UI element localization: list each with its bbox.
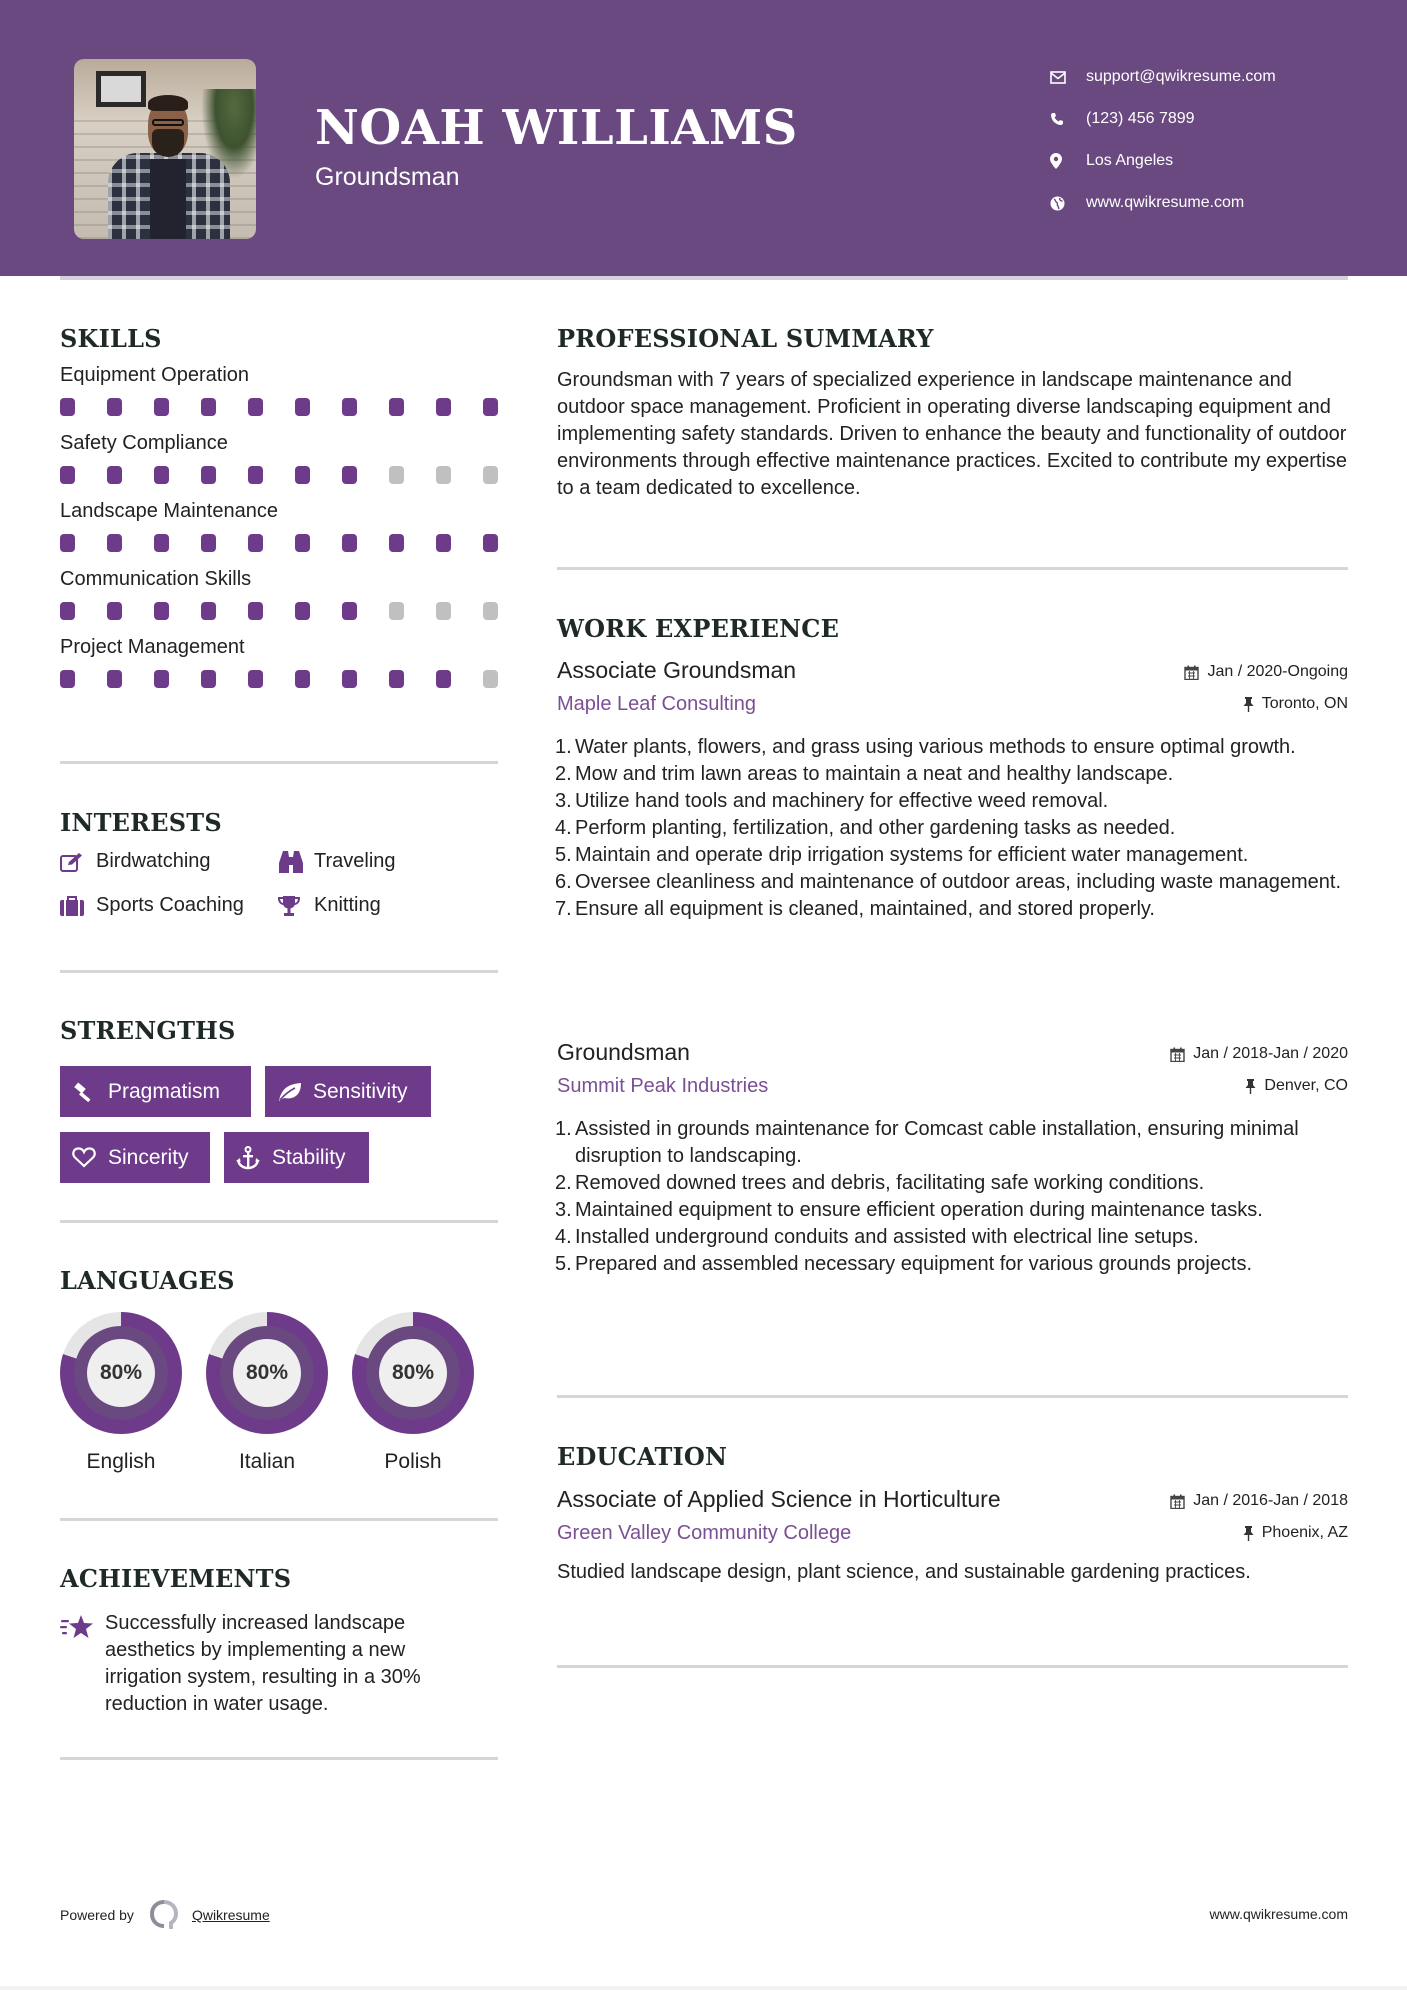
rating-dot-filled bbox=[483, 534, 498, 552]
language-proficiency-ring bbox=[352, 1312, 474, 1434]
pushpin-icon bbox=[1243, 1526, 1254, 1541]
education-dates-text: Jan / 2016-Jan / 2018 bbox=[1193, 1492, 1348, 1509]
rating-dot-filled bbox=[201, 670, 216, 688]
envelope-icon bbox=[1050, 71, 1086, 84]
section-divider bbox=[557, 1395, 1348, 1398]
education-location bbox=[1243, 1524, 1348, 1542]
duty-item: Removed downed trees and debris, facilitating safe working conditions. bbox=[575, 1172, 1205, 1194]
rating-dot-filled bbox=[436, 398, 451, 416]
job-dates-text: Jan / 2018-Jan / 2020 bbox=[1193, 1045, 1348, 1062]
gavel-icon bbox=[72, 1080, 108, 1104]
language-item bbox=[206, 1312, 328, 1474]
profile-photo bbox=[74, 59, 256, 239]
education-header bbox=[557, 1486, 1348, 1550]
contact-phone-text: (123) 456 7899 bbox=[1086, 110, 1195, 127]
summary-text: Groundsman with 7 years of specialized experience in landscape maintenance and outdoor space management. Proficient in operating diverse landscaping equipment and implementing safety standards. Driven to enhance the beauty and functionality of outdoor environments through effective maintenance practices. Excited to contribute my expertise to a team dedicated to excellence. bbox=[557, 369, 1348, 499]
strength-badge bbox=[224, 1132, 369, 1183]
rating-dot-filled bbox=[436, 670, 451, 688]
contact-email[interactable] bbox=[1050, 56, 1380, 98]
rating-dot-filled bbox=[107, 670, 122, 688]
powered-by-label: Powered by bbox=[60, 1907, 134, 1923]
rating-dot-filled bbox=[60, 534, 75, 552]
rating-dot-empty bbox=[483, 602, 498, 620]
section-divider bbox=[60, 970, 498, 973]
skill-rating bbox=[60, 670, 498, 688]
strength-badge bbox=[60, 1132, 210, 1183]
rating-dot-filled bbox=[60, 670, 75, 688]
rating-dot-filled bbox=[60, 602, 75, 620]
duty-item: Assisted in grounds maintenance for Comcast cable installation, ensuring minimal disruption to landscaping. bbox=[575, 1118, 1299, 1167]
footer-website[interactable]: www.qwikresume.com bbox=[1209, 1906, 1348, 1922]
trophy-icon bbox=[278, 895, 314, 917]
contact-location bbox=[1050, 140, 1380, 182]
job-dates bbox=[1170, 1045, 1348, 1063]
skill-rating bbox=[60, 398, 498, 416]
languages-title: LANGUAGES bbox=[60, 1266, 235, 1295]
rating-dot-empty bbox=[436, 466, 451, 484]
strength-badge bbox=[265, 1066, 431, 1117]
rating-dot-filled bbox=[389, 534, 404, 552]
rating-dot-filled bbox=[295, 602, 310, 620]
rating-dot-filled bbox=[295, 670, 310, 688]
skill-name: Landscape Maintenance bbox=[60, 500, 278, 522]
rating-dot-filled bbox=[342, 466, 357, 484]
strength-label: Sincerity bbox=[108, 1145, 189, 1169]
shooting-star-icon bbox=[60, 1610, 105, 1718]
resume-header bbox=[0, 0, 1407, 276]
language-name: Italian bbox=[238, 1450, 296, 1473]
strength-label: Pragmatism bbox=[108, 1079, 221, 1103]
rating-dot-filled bbox=[295, 534, 310, 552]
contact-email-text: support@qwikresume.com bbox=[1086, 68, 1276, 85]
candidate-title: Groundsman bbox=[315, 163, 460, 191]
job-role: Associate Groundsman bbox=[557, 657, 797, 683]
job-location-text: Denver, CO bbox=[1264, 1077, 1348, 1094]
skill-name: Project Management bbox=[60, 636, 245, 658]
language-percent: 80% bbox=[87, 1339, 155, 1407]
rating-dot-filled bbox=[201, 534, 216, 552]
rating-dot-filled bbox=[389, 398, 404, 416]
job-duties-list bbox=[557, 1116, 1348, 1278]
duty-item: Water plants, flowers, and grass using various methods to ensure optimal growth. bbox=[575, 736, 1296, 758]
powered-by bbox=[60, 1900, 270, 1930]
binoculars-icon bbox=[278, 851, 314, 873]
qwikresume-logo-icon bbox=[150, 1900, 178, 1930]
section-divider bbox=[60, 1518, 498, 1521]
rating-dot-filled bbox=[154, 466, 169, 484]
strengths-title: STRENGTHS bbox=[60, 1016, 236, 1045]
rating-dot-filled bbox=[248, 466, 263, 484]
photo-hair bbox=[148, 95, 188, 111]
rating-dot-filled bbox=[295, 398, 310, 416]
photo-wall-frame bbox=[96, 71, 146, 107]
rating-dot-filled bbox=[107, 602, 122, 620]
job-location-text: Toronto, ON bbox=[1261, 695, 1348, 712]
photo-glasses bbox=[152, 119, 184, 126]
header-divider bbox=[60, 276, 1348, 280]
language-item bbox=[60, 1312, 182, 1474]
skill-name: Communication Skills bbox=[60, 568, 252, 590]
skill-rating bbox=[60, 534, 498, 552]
achievement-text: Successfully increased landscape aesthetics by implementing a new irrigation system, resulting in a 30% reduction in water usage. bbox=[105, 1612, 421, 1715]
pushpin-icon bbox=[1245, 1079, 1256, 1094]
job-dates bbox=[1184, 663, 1348, 681]
rating-dot-empty bbox=[436, 602, 451, 620]
contact-list bbox=[1050, 56, 1380, 224]
heart-icon bbox=[72, 1147, 108, 1168]
contact-location-text: Los Angeles bbox=[1086, 152, 1174, 169]
interest-label: Birdwatching bbox=[96, 850, 211, 872]
education-dates bbox=[1170, 1492, 1348, 1510]
section-divider bbox=[60, 1757, 498, 1760]
duty-item: Prepared and assembled necessary equipment for various grounds projects. bbox=[575, 1253, 1253, 1275]
education-location-text: Phoenix, AZ bbox=[1261, 1524, 1348, 1541]
education-title: EDUCATION bbox=[557, 1442, 728, 1471]
duty-item: Installed underground conduits and assisted with electrical line setups. bbox=[575, 1226, 1199, 1248]
job-company: Maple Leaf Consulting bbox=[557, 693, 757, 715]
briefcase-icon bbox=[60, 896, 96, 916]
rating-dot-filled bbox=[248, 670, 263, 688]
rating-dot-filled bbox=[483, 398, 498, 416]
contact-phone[interactable] bbox=[1050, 98, 1380, 140]
rating-dot-filled bbox=[60, 466, 75, 484]
duty-item: Mow and trim lawn areas to maintain a neat and healthy landscape. bbox=[575, 763, 1174, 785]
job-header bbox=[557, 657, 1348, 721]
section-divider bbox=[557, 1665, 1348, 1668]
rating-dot-empty bbox=[389, 602, 404, 620]
contact-website[interactable] bbox=[1050, 182, 1380, 224]
pushpin-icon bbox=[1243, 697, 1254, 712]
duty-item: Perform planting, fertilization, and other gardening tasks as needed. bbox=[575, 817, 1176, 839]
rating-dot-filled bbox=[154, 534, 169, 552]
rating-dot-empty bbox=[389, 466, 404, 484]
interest-item bbox=[60, 850, 211, 873]
edit-icon bbox=[60, 852, 96, 872]
calendar-icon bbox=[1170, 1047, 1185, 1062]
job-role: Groundsman bbox=[557, 1039, 690, 1065]
rating-dot-filled bbox=[248, 602, 263, 620]
duty-item: Oversee cleanliness and maintenance of outdoor areas, including waste management. bbox=[575, 871, 1342, 893]
job-duties-list bbox=[557, 734, 1348, 923]
rating-dot-filled bbox=[248, 534, 263, 552]
interest-item bbox=[278, 850, 396, 873]
skill-item bbox=[60, 360, 498, 416]
job-location bbox=[1245, 1077, 1348, 1095]
section-divider bbox=[557, 567, 1348, 570]
rating-dot-filled bbox=[342, 534, 357, 552]
rating-dot-filled bbox=[60, 398, 75, 416]
leaf-icon bbox=[277, 1082, 313, 1102]
rating-dot-filled bbox=[295, 466, 310, 484]
qwikresume-link[interactable]: Qwikresume bbox=[191, 1907, 270, 1923]
interest-label: Traveling bbox=[314, 850, 396, 872]
experience-title: WORK EXPERIENCE bbox=[557, 614, 840, 643]
skill-item bbox=[60, 428, 498, 484]
calendar-icon bbox=[1170, 1494, 1185, 1509]
rating-dot-filled bbox=[201, 398, 216, 416]
language-percent: 80% bbox=[379, 1339, 447, 1407]
section-divider bbox=[60, 761, 498, 764]
rating-dot-empty bbox=[483, 466, 498, 484]
skill-item bbox=[60, 632, 498, 688]
job-header bbox=[557, 1039, 1348, 1103]
job-company: Summit Peak Industries bbox=[557, 1075, 769, 1097]
rating-dot-filled bbox=[342, 602, 357, 620]
skills-list bbox=[60, 360, 498, 688]
phone-icon bbox=[1050, 112, 1086, 126]
map-marker-icon bbox=[1050, 153, 1086, 169]
summary-title: PROFESSIONAL SUMMARY bbox=[557, 324, 934, 353]
rating-dot-filled bbox=[201, 602, 216, 620]
education-degree: Associate of Applied Science in Horticulture bbox=[557, 1486, 1001, 1512]
section-divider bbox=[60, 1220, 498, 1223]
calendar-icon bbox=[1184, 665, 1199, 680]
strength-badge bbox=[60, 1066, 251, 1117]
skill-rating bbox=[60, 602, 498, 620]
interest-label: Sports Coaching bbox=[96, 894, 244, 916]
rating-dot-filled bbox=[342, 670, 357, 688]
rating-dot-filled bbox=[436, 534, 451, 552]
language-name: English bbox=[86, 1450, 156, 1473]
duty-item: Ensure all equipment is cleaned, maintained, and stored properly. bbox=[575, 898, 1155, 920]
anchor-icon bbox=[236, 1146, 272, 1170]
photo-beard bbox=[152, 129, 184, 157]
education-school: Green Valley Community College bbox=[557, 1522, 852, 1544]
skill-rating bbox=[60, 466, 498, 484]
interest-item bbox=[278, 894, 381, 917]
rating-dot-filled bbox=[107, 398, 122, 416]
rating-dot-filled bbox=[342, 398, 357, 416]
rating-dot-filled bbox=[107, 534, 122, 552]
skill-name: Safety Compliance bbox=[60, 432, 228, 454]
rating-dot-filled bbox=[107, 466, 122, 484]
skill-name: Equipment Operation bbox=[60, 364, 250, 386]
strength-label: Sensitivity bbox=[313, 1079, 408, 1103]
rating-dot-empty bbox=[483, 670, 498, 688]
rating-dot-filled bbox=[201, 466, 216, 484]
interests-title: INTERESTS bbox=[60, 808, 222, 837]
rating-dot-filled bbox=[389, 670, 404, 688]
skill-item bbox=[60, 564, 498, 620]
globe-icon bbox=[1050, 196, 1086, 211]
job-dates-text: Jan / 2020-Ongoing bbox=[1207, 663, 1348, 680]
language-proficiency-ring bbox=[60, 1312, 182, 1434]
achievements-title: ACHIEVEMENTS bbox=[60, 1564, 292, 1593]
photo-tshirt bbox=[150, 159, 186, 239]
language-item bbox=[352, 1312, 474, 1474]
achievement-item bbox=[60, 1610, 485, 1718]
job-location bbox=[1243, 695, 1348, 713]
duty-item: Utilize hand tools and machinery for effective weed removal. bbox=[575, 790, 1109, 812]
duty-item: Maintain and operate drip irrigation systems for efficient water management. bbox=[575, 844, 1249, 866]
skills-title: SKILLS bbox=[60, 324, 162, 353]
page-bottom-edge bbox=[0, 1986, 1407, 1990]
rating-dot-filled bbox=[154, 602, 169, 620]
strength-label: Stability bbox=[272, 1145, 346, 1169]
candidate-name: NOAH WILLIAMS bbox=[315, 100, 798, 156]
language-percent: 80% bbox=[233, 1339, 301, 1407]
interest-item bbox=[60, 894, 244, 917]
contact-website-text: www.qwikresume.com bbox=[1086, 194, 1245, 211]
rating-dot-filled bbox=[154, 670, 169, 688]
language-proficiency-ring bbox=[206, 1312, 328, 1434]
duty-item: Maintained equipment to ensure efficient operation during maintenance tasks. bbox=[575, 1199, 1263, 1221]
education-description: Studied landscape design, plant science, and sustainable gardening practices. bbox=[557, 1561, 1251, 1583]
rating-dot-filled bbox=[248, 398, 263, 416]
language-name: Polish bbox=[384, 1450, 442, 1473]
rating-dot-filled bbox=[154, 398, 169, 416]
interest-label: Knitting bbox=[314, 894, 381, 916]
skill-item bbox=[60, 496, 498, 552]
